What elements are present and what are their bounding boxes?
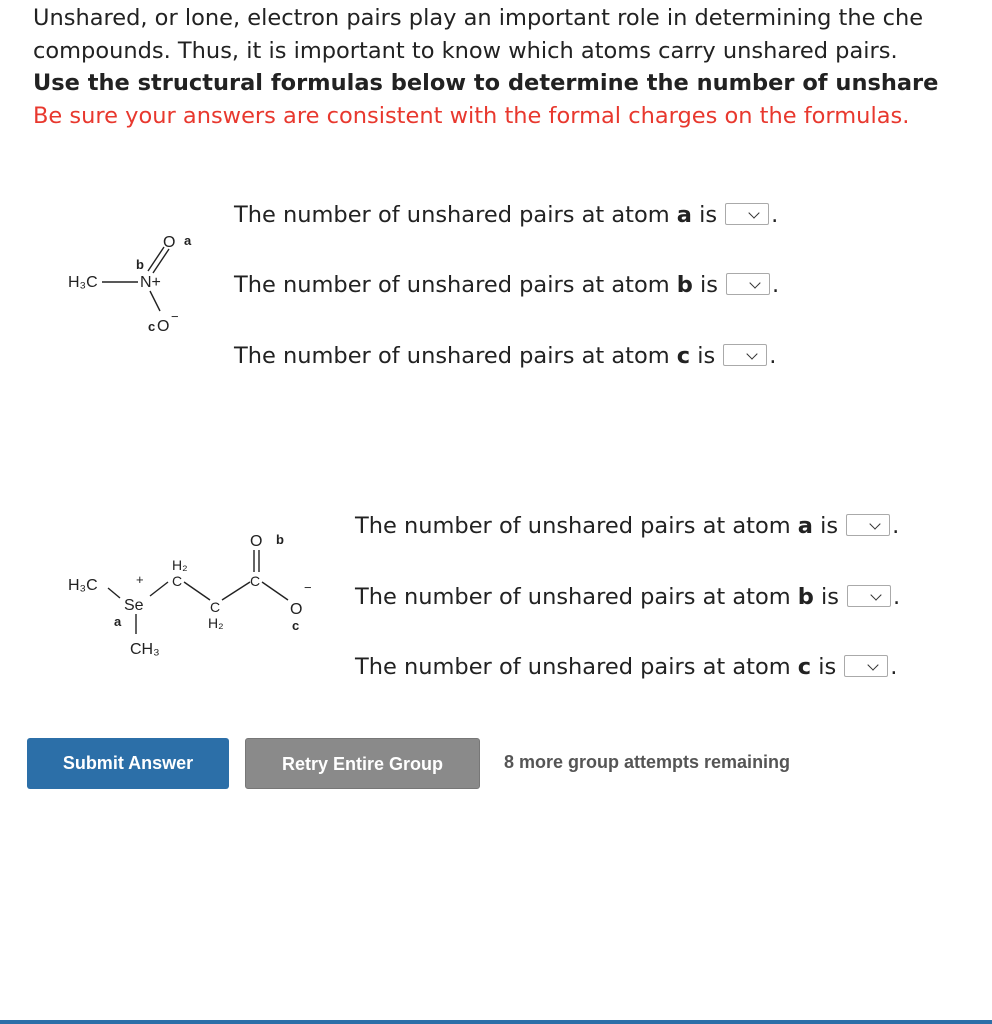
struct1-n-plus: N+ bbox=[140, 274, 161, 291]
struct1-o-bottom: O bbox=[157, 318, 170, 335]
struct2-bond-h3c-se bbox=[108, 588, 120, 598]
q2-line-a: The number of unshared pairs at atom a is . bbox=[355, 513, 900, 539]
structure-1-svg bbox=[60, 225, 210, 345]
chevron-down-icon bbox=[870, 589, 881, 600]
chevron-down-icon bbox=[748, 207, 759, 218]
struct2-c2: C bbox=[210, 599, 221, 615]
q1-line-b: The number of unshared pairs at atom b is . bbox=[234, 272, 780, 298]
struct1-o-top: O bbox=[163, 234, 176, 251]
struct1-bond-n-o-single bbox=[150, 291, 160, 311]
struct2-bond-ch2-ch2 bbox=[184, 582, 210, 600]
q1-line-c-atom: c bbox=[676, 343, 691, 369]
struct2-label-b: b bbox=[276, 532, 284, 547]
q1-line-a-suffix: is bbox=[691, 202, 718, 228]
q2-line-a-suffix: is bbox=[812, 513, 839, 539]
struct1-label-c: c bbox=[148, 319, 156, 334]
attempts-remaining: 8 more group attempts remaining bbox=[504, 752, 791, 772]
struct2-bond-se-ch2 bbox=[150, 582, 168, 596]
q1-line-c-prefix: The number of unshared pairs at atom bbox=[234, 343, 677, 369]
chevron-down-icon bbox=[868, 659, 879, 670]
intro-line-1: Unshared, or lone, electron pairs play an important role in determining the che bbox=[33, 5, 924, 31]
bottom-bar bbox=[0, 1020, 992, 1024]
q1-line-c-suffix: is bbox=[690, 343, 716, 369]
struct2-c1: C bbox=[172, 573, 183, 589]
struct2-label-a: a bbox=[114, 614, 122, 629]
q2-line-c-atom: c bbox=[797, 654, 812, 680]
struct2-h3c: H₃C bbox=[68, 577, 98, 594]
q2-line-c: The number of unshared pairs at atom c is . bbox=[355, 654, 898, 680]
q2-line-b-suffix: is bbox=[813, 584, 840, 610]
struct1-label-b: b bbox=[136, 257, 144, 272]
q2-atom-a-select[interactable] bbox=[846, 514, 890, 536]
q1-line-b-atom: b bbox=[676, 272, 693, 298]
structure-2-svg bbox=[62, 520, 342, 680]
struct2-o-top: O bbox=[250, 533, 263, 550]
structure-1 bbox=[60, 225, 210, 345]
struct2-se-plus: + bbox=[136, 572, 144, 587]
submit-answer-button[interactable]: Submit Answer bbox=[27, 738, 229, 789]
struct1-minus: − bbox=[171, 309, 179, 324]
q2-line-a-atom: a bbox=[797, 513, 813, 539]
q2-line-b-prefix: The number of unshared pairs at atom bbox=[355, 584, 798, 610]
q1-atom-c-select[interactable] bbox=[723, 344, 767, 366]
struct2-bond-ch2-c bbox=[222, 582, 250, 600]
q1-atom-a-select[interactable] bbox=[725, 203, 769, 225]
q2-atom-c-select[interactable] bbox=[844, 655, 888, 677]
struct2-label-c: c bbox=[292, 618, 300, 633]
chevron-down-icon bbox=[747, 348, 758, 359]
chevron-down-icon bbox=[869, 518, 880, 529]
q1-line-b-suffix: is bbox=[692, 272, 719, 298]
q2-line-b: The number of unshared pairs at atom b is . bbox=[355, 584, 901, 610]
q1-line-a: The number of unshared pairs at atom a is . bbox=[234, 202, 779, 228]
chevron-down-icon bbox=[749, 277, 760, 288]
struct2-h2-bottom: H₂ bbox=[208, 615, 224, 631]
retry-entire-group-button[interactable]: Retry Entire Group bbox=[245, 738, 480, 789]
q2-line-a-prefix: The number of unshared pairs at atom bbox=[355, 513, 798, 539]
q1-line-a-atom: a bbox=[676, 202, 692, 228]
struct2-c3: C bbox=[250, 573, 261, 589]
struct2-bond-c-o-single bbox=[262, 582, 288, 600]
struct1-label-a: a bbox=[184, 233, 192, 248]
struct2-ch3: CH₃ bbox=[130, 641, 160, 658]
intro-line-2: compounds. Thus, it is important to know which atoms carry unshared pairs. bbox=[33, 37, 898, 64]
q1-line-c: The number of unshared pairs at atom c is . bbox=[234, 343, 777, 369]
q1-line-a-prefix: The number of unshared pairs at atom bbox=[234, 202, 677, 228]
struct2-se: Se bbox=[124, 597, 144, 614]
struct2-o-right: O bbox=[290, 601, 303, 618]
struct1-h3c: H₃C bbox=[68, 274, 98, 291]
q2-line-c-prefix: The number of unshared pairs at atom bbox=[355, 654, 798, 680]
intro-line-3: Use the structural formulas below to determine the number of unshare bbox=[33, 70, 939, 96]
q2-line-b-atom: b bbox=[797, 584, 814, 610]
intro-line-4: Be sure your answers are consistent with the formal charges on the formulas. bbox=[33, 102, 910, 129]
q1-atom-b-select[interactable] bbox=[726, 273, 770, 295]
q2-atom-b-select[interactable] bbox=[847, 585, 891, 607]
struct2-minus: − bbox=[304, 580, 312, 595]
q1-line-b-prefix: The number of unshared pairs at atom bbox=[234, 272, 677, 298]
q2-line-c-suffix: is bbox=[811, 654, 837, 680]
struct2-h2-top: H₂ bbox=[172, 557, 188, 573]
structure-2 bbox=[62, 520, 342, 680]
instructions bbox=[33, 2, 992, 132]
